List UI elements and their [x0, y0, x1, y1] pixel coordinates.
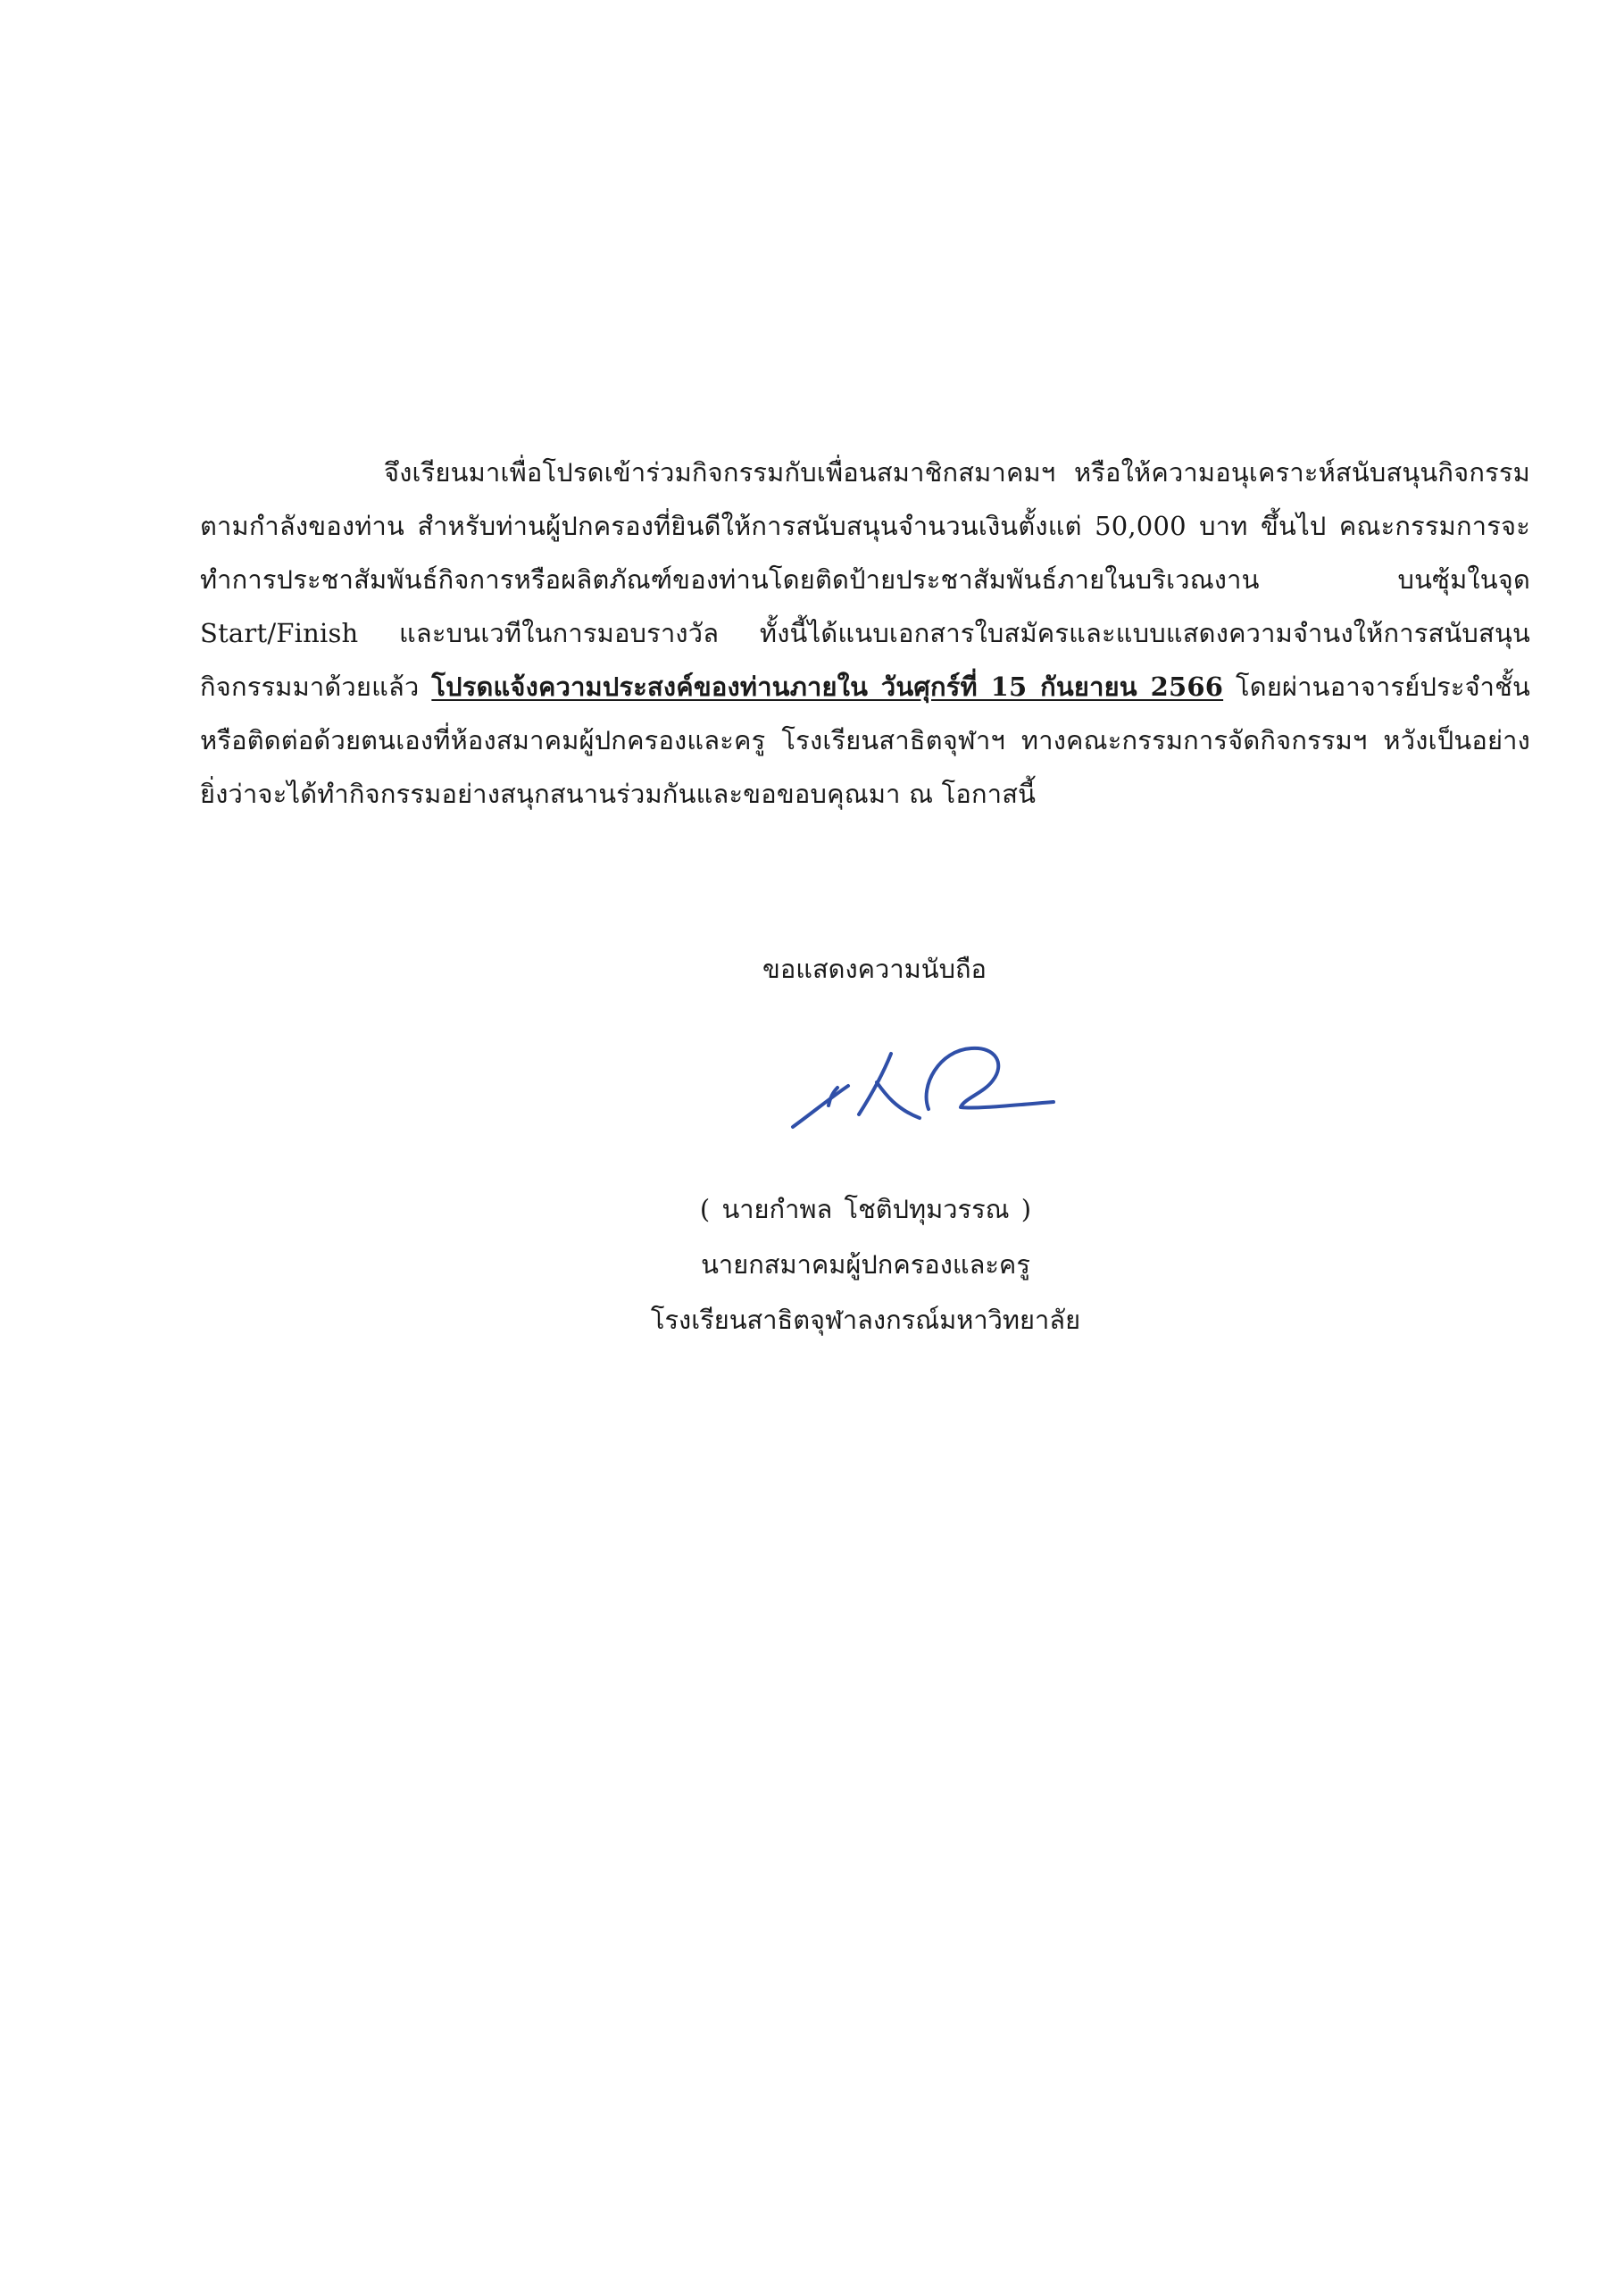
handwritten-signature	[786, 1009, 1089, 1143]
signer-organization: โรงเรียนสาธิตจุฬาลงกรณ์มหาวิทยาลัย	[650, 1305, 1081, 1335]
deadline-emphasis: โปรดแจ้งความประสงค์ของท่านภายใน วันศุกร์ที่ 15 กันยายน 2566	[431, 672, 1224, 702]
paragraph-text-before: จึงเรียนมาเพื่อโปรดเข้าร่วมกิจกรรมกับเพื่อนสมาชิกสมาคมฯ หรือให้ความอนุเคราะห์สนับสนุนกิจกรรมตามกำลังของท่าน สำหรับท่านผู้ปกครองที่ยินดีให้การสนับสนุนจำนวนเงินตั้งแต่ 50,000 บาท ขึ้นไป คณะกรรมการจะทำการประชาสัมพันธ์กิจการหรือผลิตภัณฑ์ของท่านโดยติดป้ายประชาสัมพันธ์ภายในบริเวณงาน บนซุ้มในจุด Start/Finish และบนเวทีในการมอบรางวัล ทั้งนี้ได้แนบเอกสารใบสมัครและแบบแสดงความจำนงให้การสนับสนุนกิจกรรมมาด้วยแล้ว	[200, 457, 1530, 702]
signature-block	[0, 1181, 1624, 1347]
closing-salutation: ขอแสดงความนับถือ	[762, 954, 987, 984]
signer-title: นายกสมาคมผู้ปกครองและครู	[701, 1249, 1030, 1280]
signer-name: ( นายกำพล โชติปทุมวรรณ )	[699, 1194, 1032, 1224]
letter-body-paragraph	[200, 446, 1530, 821]
paragraph-text-after: โดยผ่านอาจารย์ประจำชั้นหรือติดต่อด้วยตนเองที่ห้องสมาคมผู้ปกครองและครู โรงเรียนสาธิตจุฬาฯ ทางคณะกรรมการจัดกิจกรรมฯ หวังเป็นอย่างยิ่งว่าจะได้ทำกิจกรรมอย่างสนุกสนานร่วมกันและขอขอบคุณมา ณ โอกาสนี้	[200, 672, 1530, 809]
